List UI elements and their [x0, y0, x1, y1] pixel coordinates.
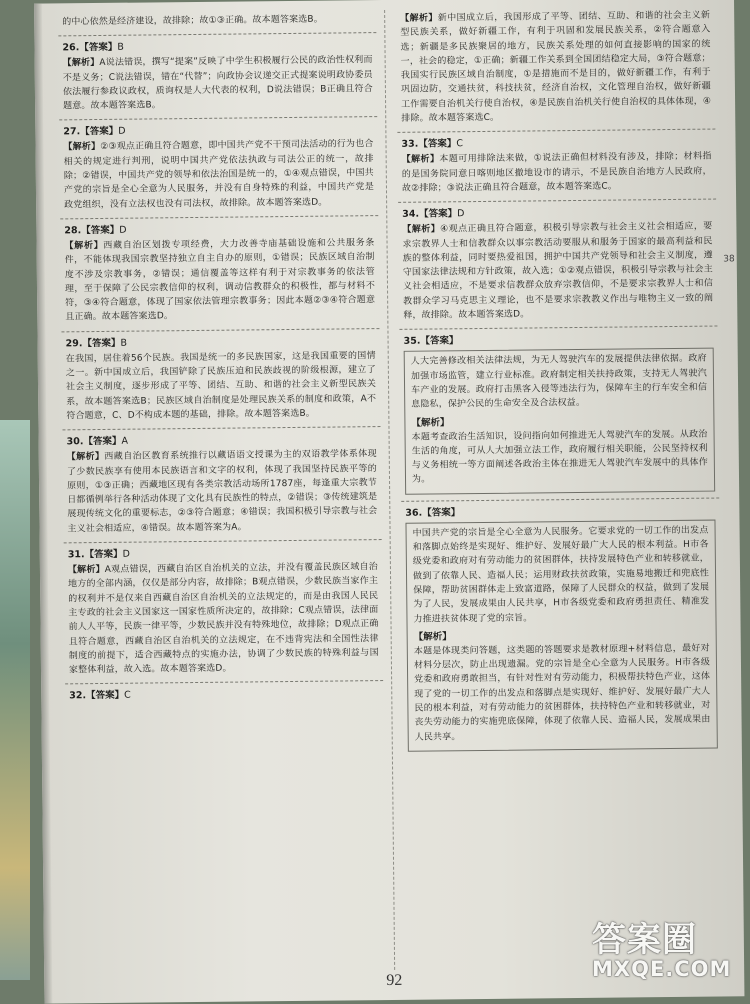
question-34 [398, 200, 717, 330]
analysis-label: 【解析】 [402, 224, 441, 236]
analysis-label: 【解析】 [401, 154, 440, 166]
question-29 [61, 329, 380, 431]
question-26-analysis [63, 53, 374, 113]
right-column [396, 5, 722, 758]
analysis-label: 【解析】 [400, 13, 438, 24]
question-25-tail [58, 8, 376, 37]
answer-label: 【答案】 [420, 335, 459, 347]
question-26 [58, 33, 377, 121]
question-31 [64, 540, 383, 685]
question-number: 32. [69, 690, 87, 702]
question-35-box [404, 348, 715, 495]
question-32 [65, 681, 383, 710]
question-35-analysis: 本题考查政治生活知识，设问指向如何推进无人驾驶汽车的发展。从政治生活的角度，可从人大加强立法工作，政府履行相关职能，公民坚持权利与义务相统一等方面阐述各政治主体在推进无人驾驶汽车发展中的具体作为。 [411, 429, 708, 486]
answer-label: 【答案】 [419, 208, 458, 220]
analysis-label: 【解析】 [63, 142, 101, 153]
answer-label: 【答案】 [84, 548, 123, 561]
watermark-english-text: MXQE.COM [592, 957, 732, 981]
analysis-text: 新中国成立后，我国形成了平等、团结、互助、和谐的社会主义新型民族关系，做好新疆工作，有利于巩固和发展民族关系，②符合题意入选；新疆是多民族聚居的地方，民族关系处理的如何直接影响的国家的统一，社会的稳定，①正确；新疆工作关系到全国团结稳定大局，③符合题意；我国实行民族区域自治制度，①是措施而不是目的，做好新疆工作，有利于巩固边防，交通扶贫，科技扶贫，经济自治权，文化管理自治权，做好新疆工作需要自治机关行使自治权，④是民族自治机关行使自治权的具体体现，④排除。故本题答案选C。 [400, 10, 712, 124]
answer-value: C [456, 138, 464, 150]
answer-value: C [124, 690, 131, 702]
left-column [58, 8, 383, 711]
analysis-label: 【解析】 [413, 631, 452, 643]
answer-label: 【答案】 [86, 690, 125, 702]
question-28-analysis [64, 236, 375, 325]
question-36 [401, 498, 722, 757]
question-35-heading [404, 331, 714, 349]
answer-value: B [120, 337, 128, 349]
answer-value: D [118, 126, 126, 138]
question-number: 34. [402, 208, 420, 221]
answer-label: 【答案】 [82, 337, 121, 349]
analysis-label: 【解析】 [62, 58, 100, 69]
site-watermark-logo [592, 912, 742, 992]
analysis-label: 【解析】 [67, 564, 105, 576]
answer-label: 【答案】 [81, 224, 120, 237]
question-30-analysis [67, 447, 378, 536]
analysis-label: 【解析】 [411, 416, 450, 429]
question-32-answer [69, 685, 379, 703]
answer-value: D [122, 548, 131, 560]
question-34-analysis [402, 220, 713, 323]
analysis-text: A说法错误，撰写“提案”反映了中学生积极履行公民的政治性权利而不是义务；C说法错误，错在“代替”；向政协会议递交正式提案说明政协委员依法履行参政议政权，质询权是人大代表的权利，D说法错误；B正确且符合题意。故本题答案选B。 [62, 55, 373, 112]
question-32-analysis [400, 9, 711, 127]
answer-value: B [117, 42, 124, 54]
question-number: 29. [65, 337, 83, 350]
question-36-heading [405, 502, 715, 520]
analysis-text: ④观点正确且符合题意，积极引导宗教与社会主义社会相适应，要求宗教界人士和信教群众以事宗教活动要服从和服务于国家的最高利益和民族的整体利益，同时要热爱祖国，拥护中国共产党领导和社会主义制度，遵守国家法律法规和方针政策，故入选；①②观点错误，积极引导宗教与社会主义社会相适应，不是要求信教群众放弃宗教信仰，不是要求宗教界人士和信教群众学习马克思主义理论，也不是要求宗教教义作出与唯物主义一致的阐释，故排除。故本题答案选D。 [402, 221, 714, 321]
analysis-text: A观点错误，西藏自治区自治机关的立法，并没有覆盖民族区域自治地方的全部内涵，仅仅是部分内容，故排除；B观点错误，少数民族当家作主的权利并不是仅来自西藏自治区自治机关的立法规定的，而是由我国人民民主专政的社会主义国家这一国家性质所决定的，故排除；C观点错误，法律面前人人平等，民族一律平等，少数民族并没有特殊地位，故排除；D观点正确且符合题意，西藏自治区自治机关的立法规定，在不违背宪法和全国性法律制度的前提下，适合西藏特点的实施办法，协调了少数民族的特殊利益与国家整体利益，故入选。故本题答案选D。 [68, 562, 379, 676]
analysis-text: 西藏自治区教育系统推行以藏语语文授课为主的双语教学体系体现了少数民族享有使用本民族语言和文字的权利，体现了我国坚持民族平等的原则，①③正确；西藏地区现有各类宗教活动场所1787座，每逢重大宗教节日都循例举行各种活动体现了文化具有民族性的特点，②错误；③传统建筑是展现传统文化的重要标志，②③符合题意；④错误；我国积极引导宗教与社会主义社会相适应，④错误。故本题答案为A。 [66, 449, 378, 535]
question-36-answer-text: 中国共产党的宗旨是全心全意为人民服务。它要求党的一切工作的出发点和落脚点始终是实现好、维护好、发展好最广大人民的根本利益。H市各级党委和政府对有劳动能力的贫困群体，扶持发展特色产业和转移就业，做到了依靠人民、造福人民；运用财政扶贫政策，实施易地搬迁和兜底性保障，帮助贫困群体走上致富道路，保障了人民群众的权益，做到了发展为了人民，发展成果由人民共享，H市各级党委和政府勇担责任、精准发力推进扶贫体现了党的宗旨。 [412, 525, 710, 625]
question-27 [59, 118, 378, 220]
question-36-box [405, 519, 717, 751]
answer-value: D [457, 208, 465, 220]
question-number: 27. [63, 126, 81, 138]
answer-label: 【答案】 [79, 42, 118, 54]
question-25-tail-text: 的中心依然是经济建设，故排除；故①③正确。故本题答案选B。 [62, 14, 323, 28]
question-36-analysis: 本题是体现类问答题，这类题的答题要求是教材原理+材料信息，最好对材料分层次，防止出现遗漏。党的宗旨是全心全意为人民服务。H市各级党委和政府勇敢担当，有针对性对有劳动能力，积极帮扶特色产业，这体现了党的一切工作的出发点和落脚点是实现好、维护好、发展好最广大人民的根本利益，对有劳动能力的贫困群体，扶持特色产业和转移就业，对丧失劳动能力的实施兜底保障，体现了依靠人民、造福人民，发展成果由人民共享。 [413, 643, 711, 743]
question-35-answer-text: 人大完善修改相关法律法规，为无人驾驶汽车的发展提供法律依据。政府加强市场监管，建立行业标准。政府制定相关扶持政策，支持无人驾驶汽车产业的发展。政府打击黑客入侵等违法行为，保障车主的行车安全和信息隐私，保护公民的生命安全及合法权益。 [410, 353, 708, 410]
question-30 [62, 427, 381, 543]
answer-label: 【答案】 [80, 126, 119, 138]
analysis-text: 本题可用排除法来做，①说法正确但材料没有涉及，排除；材料指的是国务院同意日喀则地区撤地设市的请示，不是民族自治地方人民政府，故②排除；③说法正确且符合题意，故本题答案选C。 [401, 151, 712, 194]
answer-value: A [121, 435, 129, 448]
question-number: 30. [66, 436, 84, 448]
question-29-analysis: 在我国，居住着56个民族。我国是统一的多民族国家，这是我国重要的国情之一。新中国成立后，我国铲除了民族压迫和民族歧视的阶级根源，建立了社会主义制度，逐步形成了平等、团结、互助、和谐的社会主义新型民族关系，故本题答案选B；民族区域自治制度是处理民族关系的制度和政策，A不符合题意，C、D不构成本题的基础，排除。故本题答案选B。 [65, 350, 377, 422]
watermark-chinese-text: 答案圈 [592, 920, 697, 960]
left-background-strip [0, 420, 30, 980]
analysis-label: 【解析】 [64, 240, 104, 252]
column-divider [384, 10, 395, 970]
question-31-analysis [68, 560, 379, 678]
question-27-analysis [63, 138, 374, 213]
question-number: 28. [64, 225, 82, 237]
question-number: 36. [405, 507, 423, 519]
analysis-text: ②③观点正确且符合题意，即中国共产党不干预司法活动的行为也合相关的规定进行判刑，说明中国共产党依法执政与司法公正的统一，故排除；②错误，中国共产党的领导和依法治国是统一的，①④观点错误，中国共产党的宗旨是全心全意为人民服务，并没有自身特殊的利益，中国共产党是政党组织，没有立法权也没有司法权，故排除。故本题答案选D。 [63, 139, 375, 211]
question-number: 31. [67, 549, 85, 561]
question-number: 35. [403, 335, 421, 348]
book-page [34, 0, 744, 1004]
page-number: 92 [386, 971, 403, 990]
answer-label: 【答案】 [418, 138, 457, 151]
question-32-continued [396, 5, 715, 134]
page-spine-shadow [34, 4, 52, 1004]
answer-label: 【答案】 [83, 436, 122, 448]
question-33-analysis [402, 150, 712, 196]
answer-label: 【答案】 [422, 506, 461, 519]
analysis-text: 西藏自治区划拨专项经费，大力改善寺庙基础设施和公共服务条件，不能体现我国宗教坚持独立自主自办的原则，①错误；民族区域自治制度不涉及宗教事务，②错误；通信覆盖等这样有利于对宗教事务的依法管理，至于保障了公民宗教信仰的权利，调动信教群众的积极性，都与材料不符，③④符合题意，体现了国家依法管理宗教事务；因此本题②③④符合题意且正确。故本题答案选D。 [64, 238, 376, 323]
answer-value: D [119, 224, 127, 236]
question-35 [399, 327, 719, 502]
analysis-label: 【解析】 [66, 452, 105, 463]
question-28 [60, 216, 379, 332]
edge-number: 38 [723, 254, 735, 265]
question-number: 26. [62, 42, 80, 54]
question-number: 33. [401, 139, 419, 151]
question-33 [397, 130, 716, 203]
